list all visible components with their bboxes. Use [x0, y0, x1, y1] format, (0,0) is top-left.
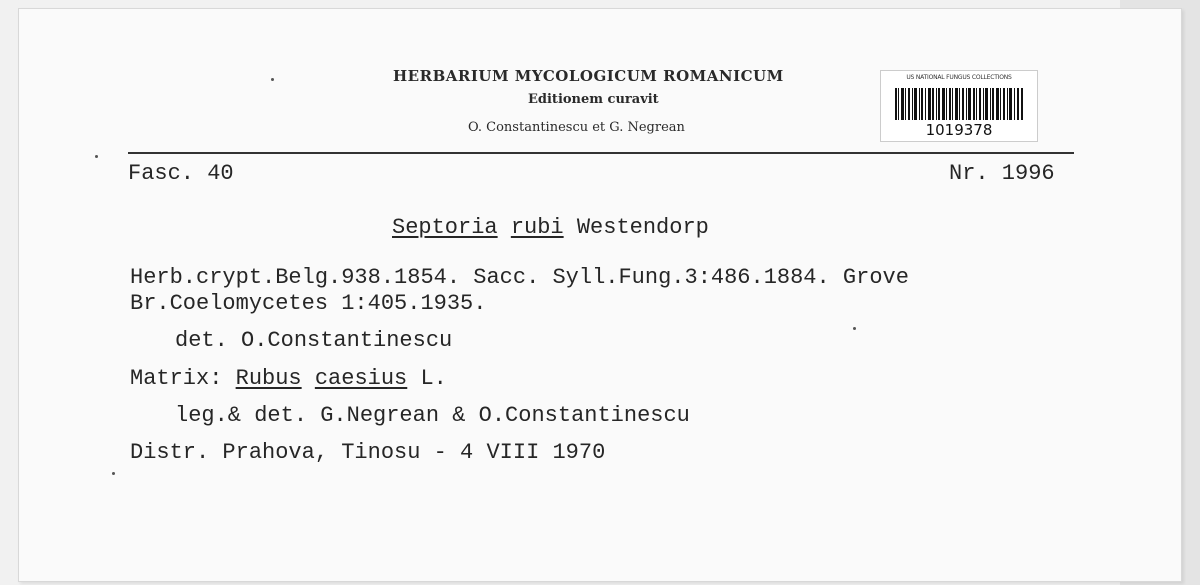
- herbarium-editors: O. Constantinescu et G. Negrean: [468, 120, 685, 135]
- fascicle-number: Fasc. 40: [128, 161, 234, 186]
- specimen-number: Nr. 1996: [949, 161, 1055, 186]
- matrix-genus: Rubus: [235, 366, 302, 391]
- determination: det. O.Constantinescu: [175, 328, 453, 353]
- matrix-author: L.: [420, 366, 447, 391]
- header-divider: [128, 152, 1074, 154]
- speck: [112, 472, 115, 475]
- barcode-icon: [895, 88, 1023, 120]
- barcode-label: [880, 70, 1038, 142]
- taxon-genus: Septoria: [392, 215, 498, 240]
- reference-line-2: Br.Coelomycetes 1:405.1935.: [130, 291, 487, 316]
- collectors: leg.& det. G.Negrean & O.Constantinescu: [175, 403, 690, 428]
- speck: [95, 155, 98, 158]
- barcode-number: 1019378: [925, 121, 993, 139]
- herbarium-subtitle: Editionem curavit: [528, 92, 659, 107]
- herbarium-title: HERBARIUM MYCOLOGICUM ROMANICUM: [393, 67, 784, 85]
- taxon-author: Westendorp: [576, 215, 709, 240]
- matrix-prefix: Matrix:: [130, 366, 223, 391]
- locality-date: Distr. Prahova, Tinosu - 4 VIII 1970: [130, 440, 606, 465]
- reference-line-1: Herb.crypt.Belg.938.1854. Sacc. Syll.Fung.3:486.1884. Grove: [130, 265, 909, 290]
- barcode-institution: US NATIONAL FUNGUS COLLECTIONS: [906, 74, 1012, 81]
- speck: [271, 78, 274, 81]
- taxon-species: rubi: [510, 215, 564, 240]
- taxon-name: [392, 217, 709, 239]
- speck: [853, 327, 856, 330]
- matrix-line: [130, 368, 447, 390]
- matrix-species: caesius: [314, 366, 408, 391]
